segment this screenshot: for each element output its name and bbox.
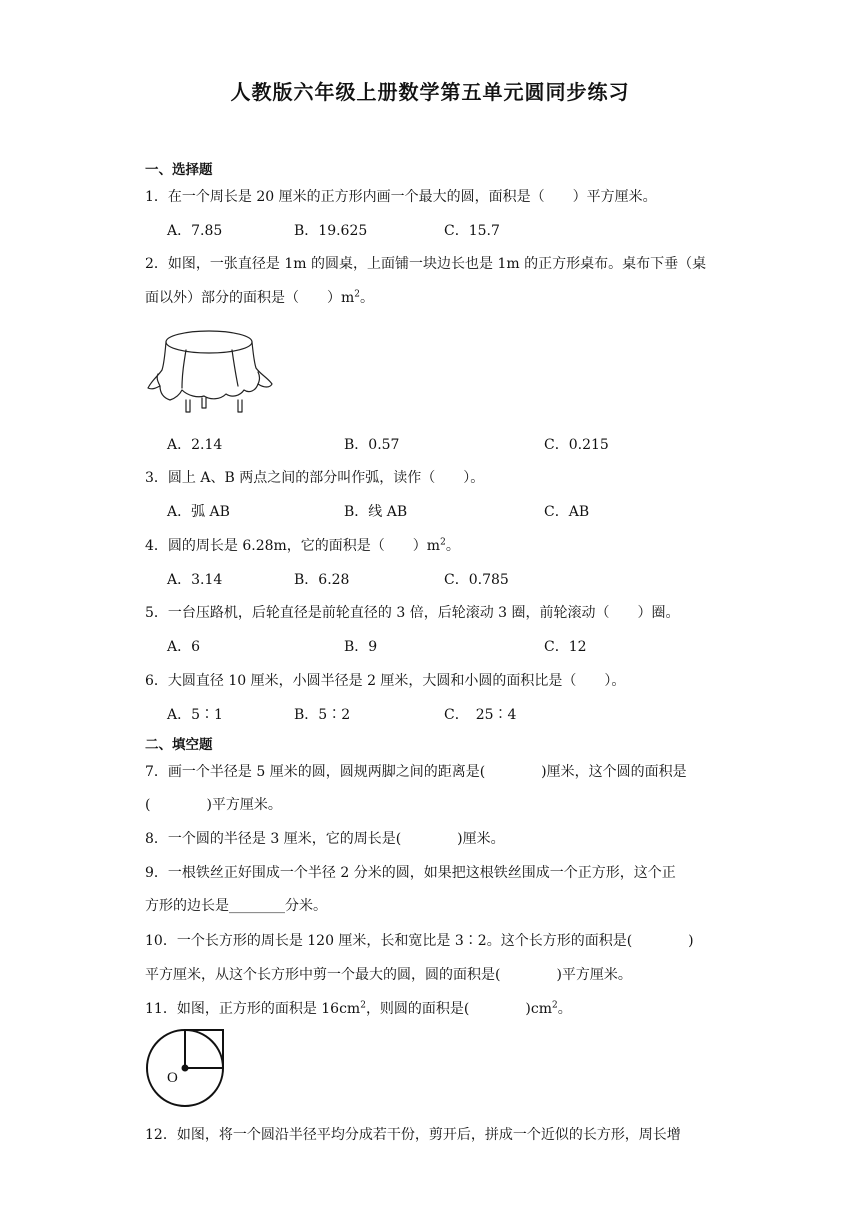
tablecloth-drape <box>148 342 272 400</box>
q11-text-end: 。 <box>557 1001 572 1017</box>
table-top-ellipse <box>166 331 252 353</box>
q6-option-a: A．5∶1 <box>167 707 223 723</box>
question-6: 6．大圆直径 10 厘米，小圆半径是 2 厘米，大圆和小圆的面积比是（ ）。 <box>145 673 626 689</box>
q2-option-a: A．2.14 <box>167 437 223 453</box>
q2-option-c: C．0.215 <box>544 437 609 453</box>
question-4 <box>145 535 460 555</box>
q4-text: 4．圆的周长是 6.28m，它的面积是（ ）m <box>145 538 441 554</box>
question-11 <box>145 998 572 1018</box>
tablecloth-fold-3 <box>157 374 160 386</box>
table-leg-1 <box>186 400 190 412</box>
question-3: 3．圆上 A、B 两点之间的部分叫作弧，读作（ ）。 <box>145 470 485 486</box>
q2-line2-text: 面以外）部分的面积是（ ）m <box>145 290 355 306</box>
q3-option-c: C．AB <box>544 504 590 520</box>
q2-superscript: 2 <box>354 289 361 300</box>
tablecloth-fold-4 <box>258 372 260 384</box>
section-fill-heading: 二、填空题 <box>145 737 213 753</box>
center-dot <box>182 1065 189 1072</box>
q4-text-end: 。 <box>445 538 460 554</box>
q4-option-b: B．6.28 <box>294 572 350 588</box>
table-leg-2 <box>202 398 206 408</box>
tablecloth-fold-2 <box>232 350 238 386</box>
q11-text-mid: ，则圆的面积是( )cm <box>365 1001 552 1017</box>
q1-option-b: B．19.625 <box>294 223 368 239</box>
question-7-line-1: 7．画一个半径是 5 厘米的圆，圆规两脚之间的距离是( )厘米，这个圆的面积是 <box>145 764 687 780</box>
question-1: 1．在一个周长是 20 厘米的正方形内画一个最大的圆，面积是（ ）平方厘米。 <box>145 189 657 205</box>
q11-text: 11．如图，正方形的面积是 16cm <box>145 1001 361 1017</box>
question-10-line-1: 10．一个长方形的周长是 120 厘米，长和宽比是 3∶2。这个长方形的面积是( ) <box>145 933 694 949</box>
question-2-line-1: 2．如图，一张直径是 1m 的圆桌，上面铺一块边长也是 1m 的正方形桌布。桌布下垂（桌 <box>145 256 707 272</box>
question-9-line-1: 9．一根铁丝正好围成一个半径 2 分米的圆，如果把这根铁丝围成一个正方形，这个正 <box>145 865 676 881</box>
q5-option-a: A．6 <box>167 639 201 655</box>
q2-option-b: B．0.57 <box>344 437 400 453</box>
q3-option-b: B．线 AB <box>344 504 408 520</box>
tablecloth-fold-1 <box>182 350 186 388</box>
q6-option-b: B．5∶2 <box>294 707 351 723</box>
question-12-line-1: 12．如图，将一个圆沿半径平均分成若干份，剪开后，拼成一个近似的长方形，周长增 <box>145 1127 681 1143</box>
question-8: 8．一个圆的半径是 3 厘米，它的周长是( )厘米。 <box>145 831 505 847</box>
question-2-line-2 <box>145 287 374 307</box>
q11-superscript-2: 2 <box>551 1000 558 1011</box>
question-7-line-2: ( )平方厘米。 <box>145 797 282 813</box>
q1-option-a: A．7.85 <box>167 223 223 239</box>
circle-square-figure <box>144 1026 228 1110</box>
question-5: 5．一台压路机，后轮直径是前轮直径的 3 倍，后轮滚动 3 圈，前轮滚动（ ）圈。 <box>145 605 680 621</box>
q6-option-c: C． 25∶4 <box>444 707 517 723</box>
question-10-line-2: 平方厘米，从这个长方形中剪一个最大的圆，圆的面积是( )平方厘米。 <box>145 967 632 983</box>
q5-option-c: C．12 <box>544 639 587 655</box>
page-title: 人教版六年级上册数学第五单元圆同步练习 <box>230 80 630 104</box>
q5-option-b: B．9 <box>344 639 378 655</box>
question-9-line-2: 方形的边长是________分米。 <box>145 898 327 914</box>
q4-superscript: 2 <box>440 537 446 548</box>
q11-superscript-1: 2 <box>360 1000 366 1011</box>
table-leg-3 <box>238 400 242 412</box>
q4-option-a: A．3.14 <box>167 572 223 588</box>
q1-option-c: C．15.7 <box>444 223 500 239</box>
center-label-o: O <box>167 1070 178 1086</box>
section-choice-heading: 一、选择题 <box>145 162 213 178</box>
round-table-figure <box>146 328 274 416</box>
q4-option-c: C．0.785 <box>444 572 509 588</box>
q2-line2-end: 。 <box>360 290 375 306</box>
q3-option-a: A．弧 AB <box>167 504 230 520</box>
